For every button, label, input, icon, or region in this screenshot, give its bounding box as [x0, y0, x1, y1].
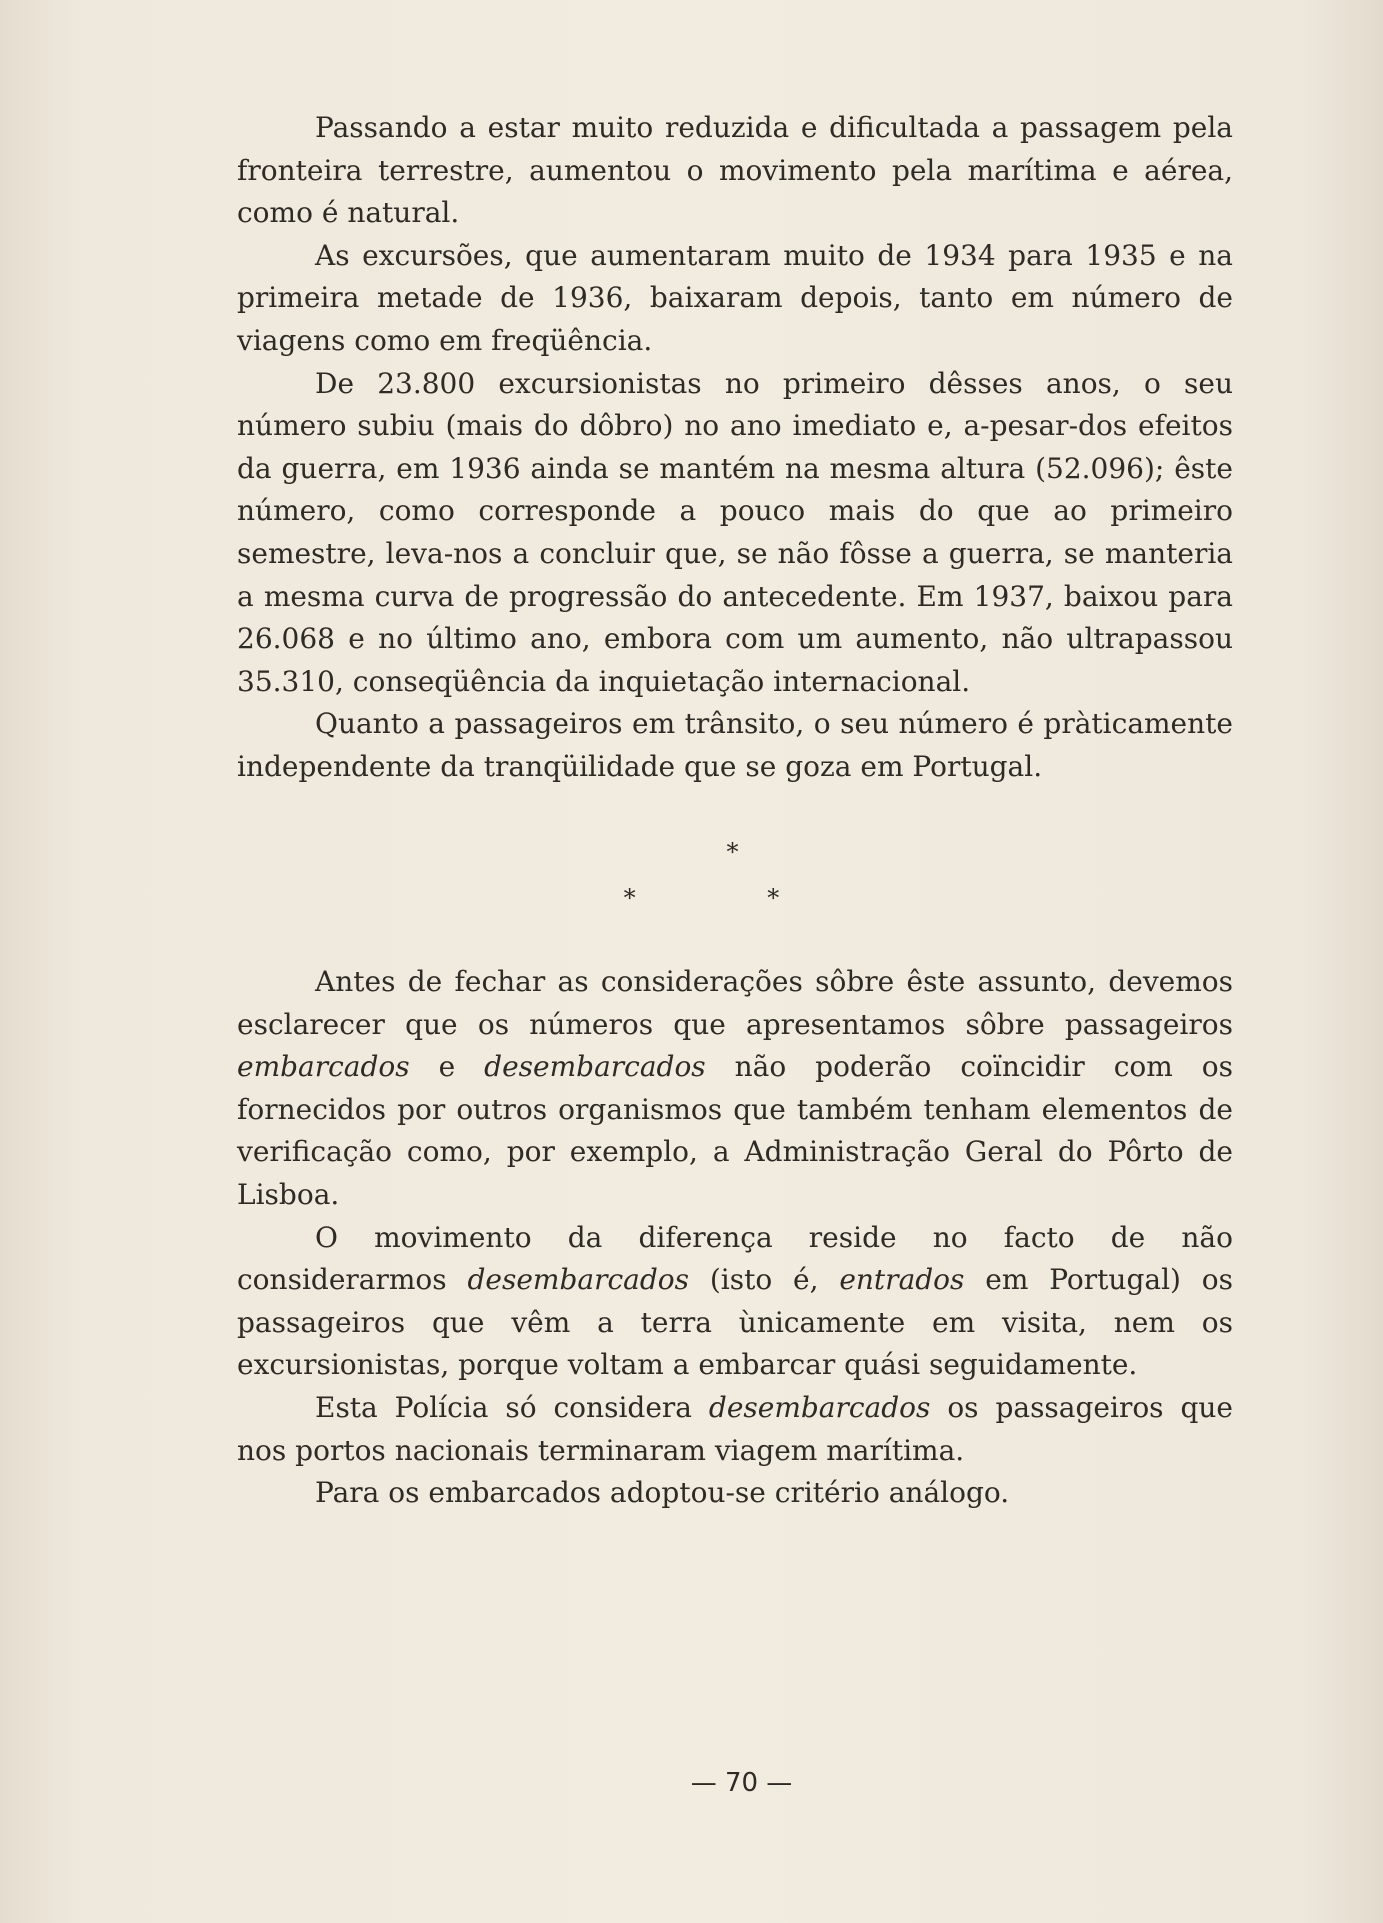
separator-star-top: * — [726, 838, 739, 866]
paragraph-antes — [237, 961, 1233, 1217]
page-number — [0, 1768, 1383, 1798]
separator-star-bottom: * * — [623, 884, 842, 912]
paragraph: As excursões, que aumentaram muito de 1934 para 1935 e na primeira metade de 1936, baixaram depois, tanto em número de viagens como em freqüência. — [237, 238, 1233, 357]
text-run: (isto é, — [688, 1263, 840, 1297]
paragraph: De 23.800 excursionistas no primeiro dêsses anos, o seu número subiu (mais do dôbro) no ano imediato e, a-pesar-dos efeitos da guerra, em 1936 ainda se mantém na mesma altura (52.096); êste número, como corresponde a pouco mais do que ao primeiro semestre, leva-nos a concluir que, se não fôsse a guerra, se manteria a mesma curva de progressão do antecedente. Em 1937, baixou para 26.068 e no último ano, embora com um aumento, não ultrapassou 35.310, conseqüência da inquietação internacional. — [237, 366, 1233, 698]
text-block-top — [237, 107, 1233, 789]
page-number-text: — 70 — — [690, 1768, 793, 1798]
text-run: em Portugal) os passageiros que vêm a terra ùnicamente em visita, nem os excursionistas, porque voltam a embarcar quási seguidamente. — [237, 1263, 1234, 1382]
text-run: os passageiros que nos portos nacionais terminaram viagem marítima. — [237, 1390, 1233, 1467]
italic-term: embarcados — [237, 1050, 410, 1084]
text-run: Antes de fechar as considerações sôbre êste assunto, devemos esclarecer que os números que apresentamos sôbre passageiros — [237, 965, 1233, 1041]
italic-term: desembarcados — [484, 1050, 706, 1084]
text-run: O movimento da diferença reside no facto de não considerarmos — [237, 1220, 1233, 1297]
paragraph-policia — [237, 1387, 1233, 1472]
text-run: e — [409, 1050, 485, 1084]
paragraph-movimento — [237, 1217, 1233, 1387]
italic-term: desembarcados — [467, 1263, 689, 1297]
text-run: não poderão coïncidir com os fornecidos por outros organismos que também tenham elementos de verificação como, por exemplo, a Administração Geral do Pôrto de Lisboa. — [237, 1050, 1234, 1211]
paragraph: Passando a estar muito reduzida e dificultada a passagem pela fronteira terrestre, aumentou o movimento pela marítima e aérea, como é natural. — [237, 111, 1233, 230]
paragraph-last: Para os embarcados adoptou-se critério análogo. — [315, 1476, 1010, 1510]
italic-term: desembarcados — [708, 1390, 931, 1424]
text-run: Esta Polícia só considera — [315, 1390, 709, 1424]
text-block-bottom — [237, 961, 1233, 1515]
paragraph: Quanto a passageiros em trânsito, o seu número é pràticamente independente da tranqüilidade que se goza em Portugal. — [237, 707, 1233, 783]
italic-term: entrados — [839, 1263, 965, 1297]
